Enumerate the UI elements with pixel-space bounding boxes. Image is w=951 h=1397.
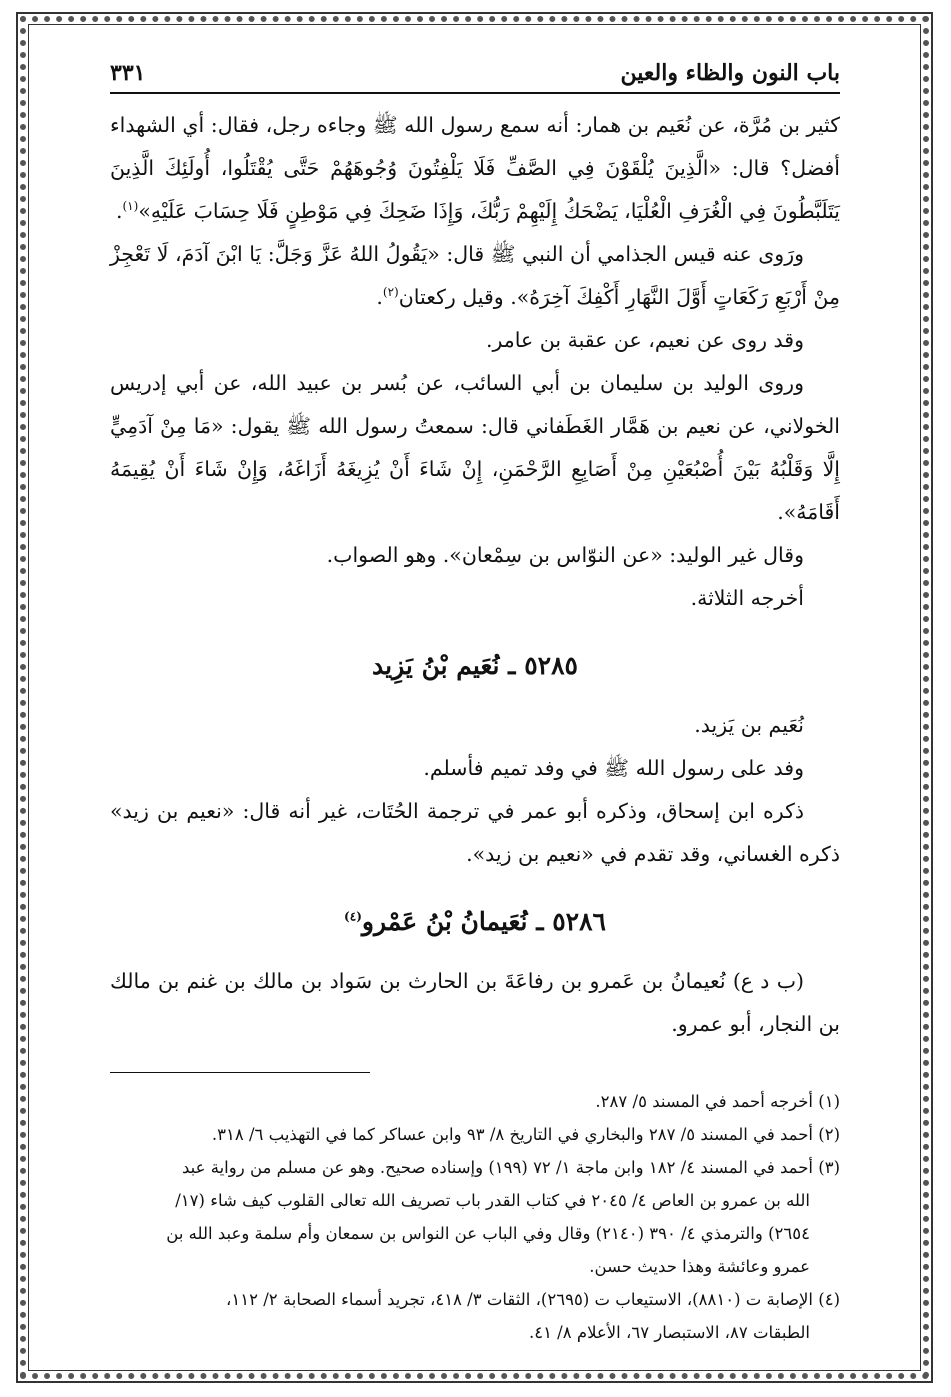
footnote-1: (١) أخرجه أحمد في المسند ٥/ ٢٨٧. <box>595 1092 840 1111</box>
footnote-3-cont-1: الله بن عمرو بن العاص ٤/ ٢٠٤٥ في كتاب القدر باب تصريف الله تعالى القلوب كيف شاء (١٧/ <box>175 1191 810 1210</box>
paragraph-6: أخرجه الثلاثة. <box>690 586 804 610</box>
paragraph-5: وقال غير الوليد: «عن النوّاس بن سِمْعان». وهو الصواب. <box>326 543 804 567</box>
footnotes <box>110 1085 840 1349</box>
footnote-4-cont-1: الطبقات ٨٧، الاستبصار ٦٧، الأعلام ٨/ ٤١. <box>528 1323 810 1342</box>
footnote-3-cont-2: ٢٦٥٤) والترمذي ٤/ ٣٩٠ (٢١٤٠) وقال وفي الباب عن النواس بن سمعان وأم سلمة وعبد الله بن <box>166 1224 810 1243</box>
running-header <box>110 60 840 94</box>
page-content <box>110 60 840 1349</box>
footnote-separator <box>110 1072 370 1073</box>
paragraph-1: كثير بن مُرَّة، عن نُعَيم بن همار: أنه سمع رسول الله ﷺ وجاءه رجل، فقال: أي الشهداء أفضل؟ قال: «الَّذِينَ يُلْقَوْنَ فِي الصَّفِّ فَلَا يَلْفِتُونَ وُجُوهَهُمْ حَتَّى يُقْتَلُوا، أُولَئِكَ الَّذِينَ يَتَلَبَّطُونَ فِي الْغُرَفِ الْعُلْيَا، يَضْحَكُ إِلَيْهِمْ رَبُّكَ، وَإِذَا ضَحِكَ فِي مَوْطِنٍ فَلَا حِسَابَ عَلَيْهِ»$^{(١)}$. <box>110 113 840 223</box>
entry-5285-line-1: نُعَيم بن يَزيد. <box>694 713 804 737</box>
footnote-4: (٤) الإصابة ت (٨٨١٠)، الاستيعاب ت (٢٦٩٥)، الثقات ٣/ ٤١٨، تجريد أسماء الصحابة ٢/ ١١٢، <box>226 1290 840 1309</box>
header-title: باب النون والظاء والعين <box>620 60 840 86</box>
paragraph-3: وقد روى عن نعيم، عن عقبة بن عامر. <box>485 328 804 352</box>
footnote-2: (٢) أحمد في المسند ٥/ ٢٨٧ والبخاري في التاريخ ٨/ ٩٣ وابن عساكر كما في التهذيب ٦/ ٣١٨. <box>211 1125 840 1144</box>
entry-5285-line-3: ذكره ابن إسحاق، وذكره أبو عمر في ترجمة الحُتَات، غير أنه قال: «نعيم بن زيد» ذكره الغساني، وقد تقدم في «نعيم بن زيد». <box>110 799 840 866</box>
page-number: ٣٣١ <box>110 60 146 86</box>
footnote-3: (٣) أحمد في المسند ٤/ ١٨٢ وابن ماجة ١/ ٧٢ (١٩٩) وإسناده صحيح. وهو عن مسلم من رواية عبد <box>182 1158 840 1177</box>
footnote-3-cont-3: عمرو وعائشة وهذا حديث حسن. <box>589 1257 810 1276</box>
entry-5286-text: (ب د ع) نُعيمانُ بن عَمرو بن رفاعَةَ بن الحارث بن سَواد بن مالك بن غنم بن مالك بن النجار، أبو عمرو. <box>110 969 840 1036</box>
entry-title-5286: ٥٢٨٦ ـ نُعَيمانُ بْنُ عَمْرو$^{(٤)}$ <box>344 907 606 936</box>
entry-5285-line-2: وفد على رسول الله ﷺ في وفد تميم فأسلم. <box>423 756 804 780</box>
entry-title-5285: ٥٢٨٥ ـ نُعَيم بْنُ يَزِيد <box>372 651 578 680</box>
paragraph-2: ورَوى عنه قيس الجذامي أن النبي ﷺ قال: «يَقُولُ اللهُ عَزَّ وَجَلَّ: يَا ابْنَ آدَمَ، لَا تَعْجِزْ مِنْ أَرْبَعِ رَكَعَاتٍ أَوَّلَ النَّهَارِ أَكْفِكَ آخِرَهُ». وقيل ركعتان$^{(٢)}$. <box>110 242 840 309</box>
paragraph-4: وروى الوليد بن سليمان بن أبي السائب، عن بُسر بن عبيد الله، عن أبي إدريس الخولاني، عن نعيم بن هَمَّار الغَطَفاني قال: سمعتُ رسول الله ﷺ يقول: «مَا مِنْ آدَمِيٍّ إِلَّا وَقَلْبُهُ بَيْنَ أُصْبُعَيْنِ مِنْ أَصَابِعِ الرَّحْمَنِ، إِنْ شَاءَ أَنْ يُزِيغَهُ أَزَاغَهُ، وَإِنْ شَاءَ أَنْ يُقِيمَهُ أَقَامَهُ». <box>110 371 840 524</box>
